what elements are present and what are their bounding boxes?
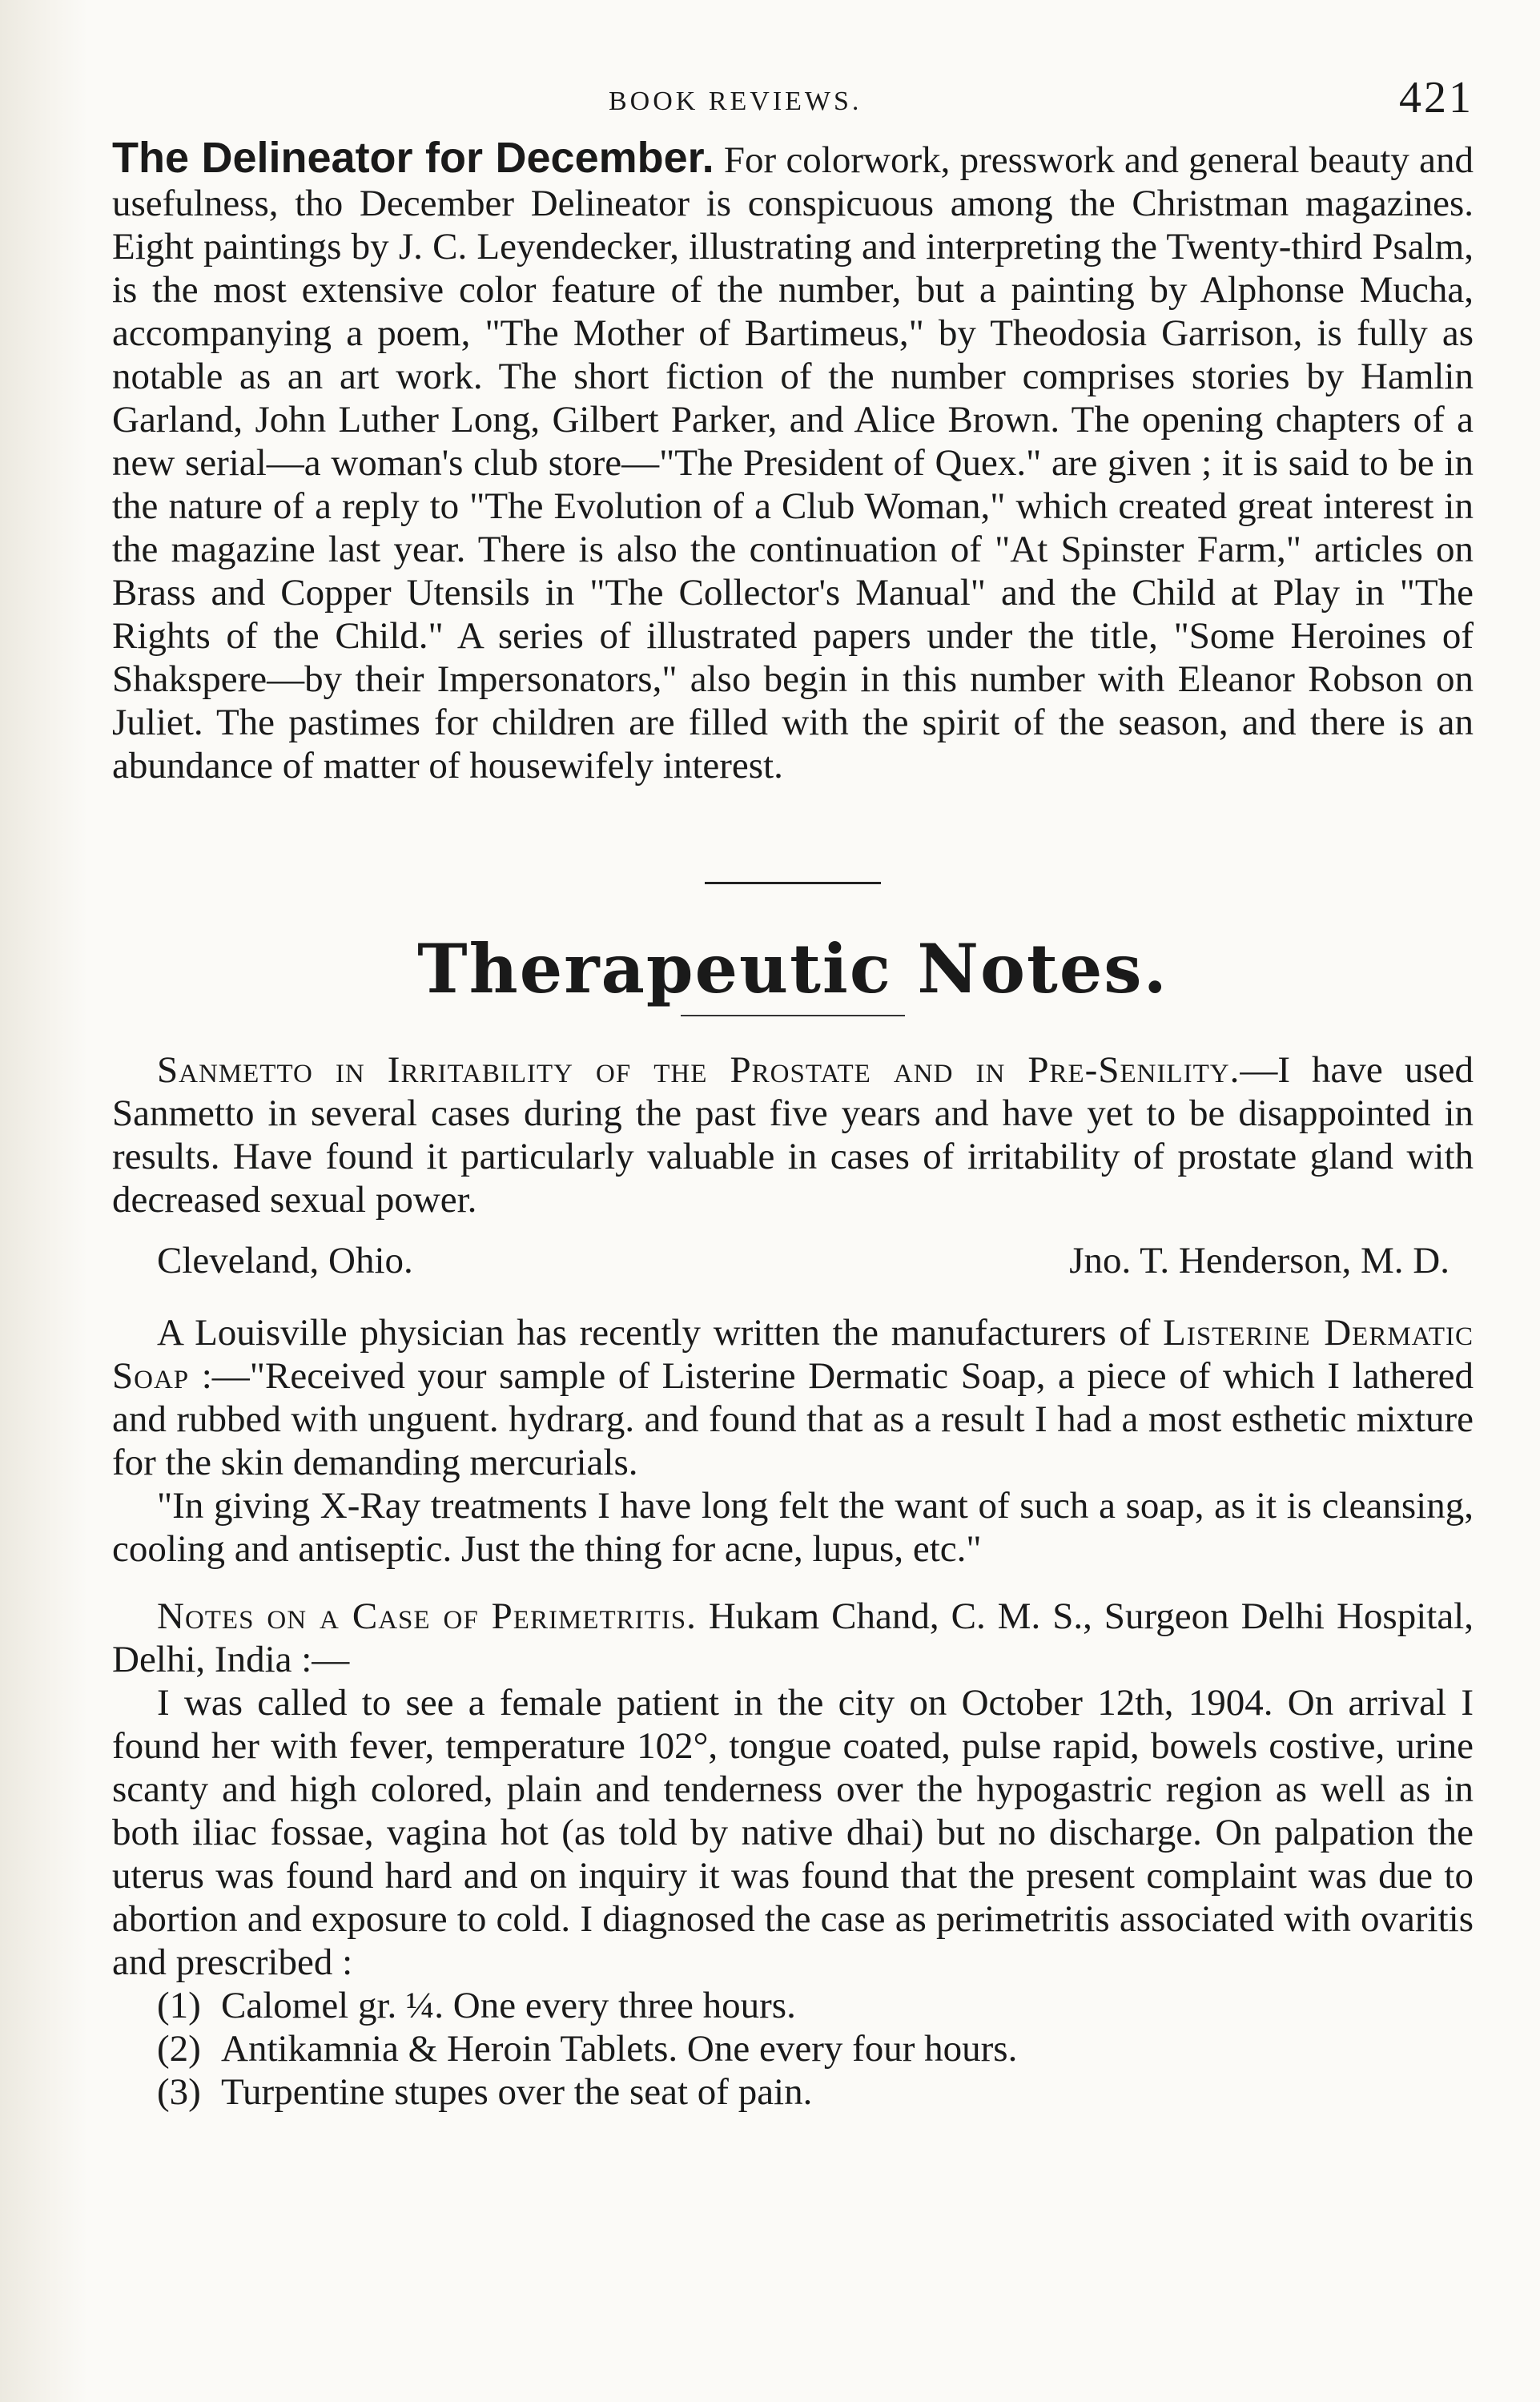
- listerine-product: Listerine Dermatic Soap: [112, 1312, 1474, 1397]
- prescription-number: (2): [157, 2028, 201, 2070]
- review-title: The Delineator for December.: [112, 134, 714, 182]
- prescription-item: [112, 2027, 1474, 2070]
- section-title-underline: [681, 1015, 905, 1016]
- prescription-list: [112, 1984, 1474, 2114]
- running-head: BOOK REVIEWS.: [609, 87, 862, 116]
- prescription-text: Antikamnia & Heroin Tablets. One every four hours.: [221, 2028, 1018, 2070]
- section-divider: [705, 882, 881, 884]
- listerine-intro: A Louisville physician has recently written the manufacturers of: [157, 1312, 1164, 1354]
- sanmetto-signature: Jno. T. Henderson, M. D.: [1069, 1240, 1450, 1281]
- review-body: For colorwork, presswork and general beauty and usefulness, tho December Delineator is conspicuous among the Christman magazines. Eight paintings by J. C. Leyendecker, illustrating and interpreting the Twenty-third Psalm, is the most extensive color feature of the number, but a painting by Alphonse Mucha, accompanying a poem, "The Mother of Bartimeus," by Theodosia Garrison, is fully as notable as an art work. The short fiction of the number comprises stories by Hamlin Garland, John Luther Long, Gilbert Parker, and Alice Brown. The opening chapters of a new serial—a woman's club store—"The President of Quex." are given ; it is said to be in the nature of a reply to "The Evolution of a Club Woman," which created great interest in the magazine last year. There is also the continuation of "At Spinster Farm," articles on Brass and Copper Utensils in "The Collector's Manual" and the Child at Play in "The Rights of the Child." A series of illustrated papers under the title, "Some Heroines of Shakspere—by their Impersonators," also begin in this number with Eleanor Robson on Juliet. The pastimes for children are filled with the spirit of the season, and there is an abundance of matter of housewifely interest.: [112, 139, 1474, 787]
- page-header: [112, 64, 1474, 136]
- listerine-body: :—"Received your sample of Listerine Dermatic Soap, a piece of which I lathered and rubbed with unguent. hydrarg. and found that as a result I had a most esthetic mixture for the skin demanding mercurials.: [112, 1355, 1474, 1483]
- prescription-text: Calomel gr. ¼. One every three hours.: [221, 1985, 796, 2026]
- sanmetto-paragraph: [112, 1048, 1474, 1221]
- sanmetto-heading: Sanmetto in Irritability of the Prostate and in Pre-Senility.: [157, 1049, 1240, 1091]
- section-title: Therapeutic Notes.: [417, 929, 1168, 1008]
- sanmetto-body: —I have used Sanmetto in several cases during the past five years and have yet to be disappointed in results. Have found it particularly valuable in cases of irritability of prostate gland with decreased sexual power.: [112, 1049, 1474, 1221]
- perimetritis-heading-paragraph: [112, 1595, 1474, 1681]
- note-listerine: [112, 1311, 1474, 1571]
- prescription-number: (1): [157, 1985, 201, 2026]
- perimetritis-heading: Notes on a Case of Perimetritis.: [157, 1595, 697, 1637]
- prescription-text: Turpentine stupes over the seat of pain.: [221, 2071, 813, 2113]
- prescription-number: (3): [157, 2071, 201, 2113]
- page-binding-edge: [0, 0, 88, 2402]
- note-sanmetto: [112, 1048, 1474, 1282]
- prescription-item: [112, 1984, 1474, 2027]
- page-number: 421: [1399, 73, 1474, 123]
- sanmetto-signature-line: [112, 1239, 1474, 1282]
- listerine-quote: "In giving X-Ray treatments I have long felt the want of such a soap, as it is cleansing, cooling and antiseptic. Just the thing for acne, lupus, etc.": [112, 1485, 1474, 1570]
- listerine-paragraph: [112, 1311, 1474, 1484]
- perimetritis-byline: Hukam Chand, C. M. S., Surgeon Delhi Hospital, Delhi, India :—: [112, 1595, 1474, 1680]
- book-page: [112, 64, 1474, 2371]
- sanmetto-place: Cleveland, Ohio.: [157, 1240, 413, 1281]
- perimetritis-body: I was called to see a female patient in the city on October 12th, 1904. On arrival I found her with fever, temperature 102°, tongue coated, pulse rapid, bowels costive, urine scanty and high colored, plain and tenderness over the hypogastric region as well as in both iliac fossae, vagina hot (as told by native dhai) but no discharge. On palpation the uterus was found hard and on inquiry it was found that the present complaint was due to abortion and exposure to cold. I diagnosed the case as perimetritis associated with ovaritis and prescribed :: [112, 1682, 1474, 1983]
- prescription-item: [112, 2070, 1474, 2114]
- review-paragraph: [112, 136, 1474, 787]
- note-perimetritis: [112, 1595, 1474, 2114]
